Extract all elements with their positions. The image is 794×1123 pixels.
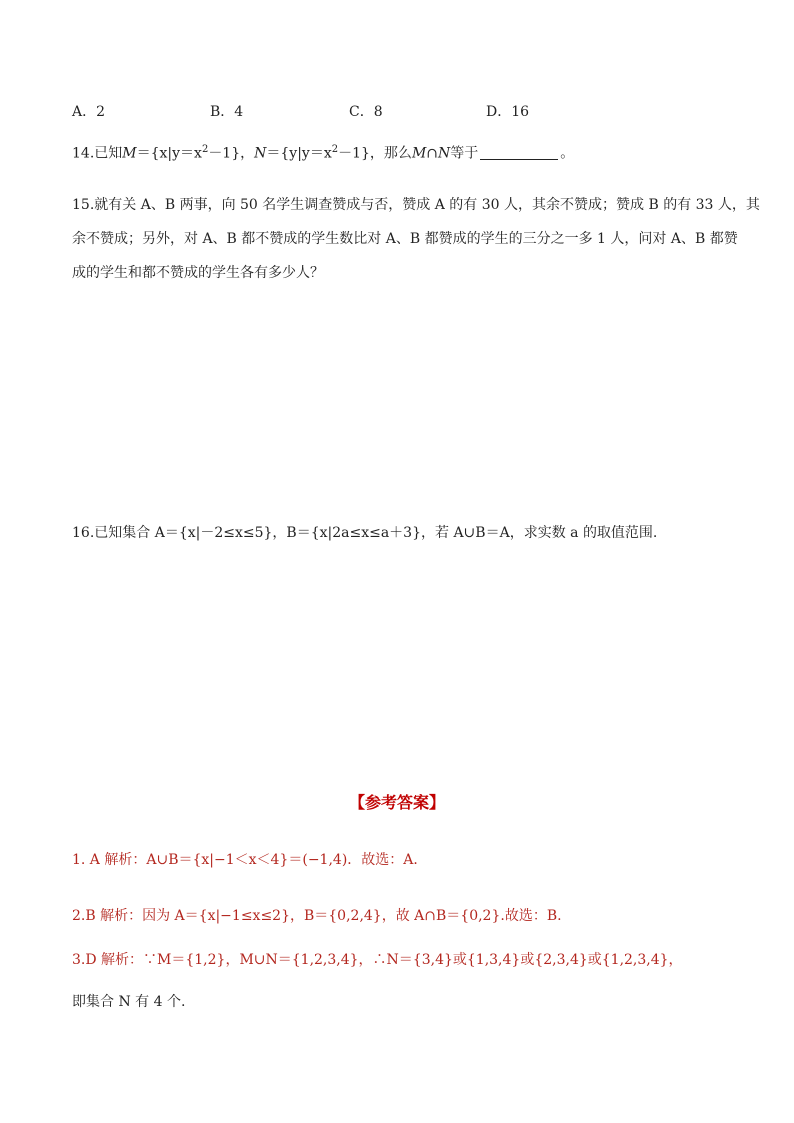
q14-num: 14. bbox=[72, 145, 95, 162]
q14-tail1: －1}， bbox=[208, 145, 255, 162]
answer-2: 2.B 解析：因为 A＝{x|−1≤x≤2}，B＝{0,2,4}，故 A∩B＝{0,2}.故选：B. bbox=[72, 908, 562, 924]
q14-set-m: M bbox=[122, 145, 137, 162]
answer-1: 1. A 解析：A∪B＝{x|−1＜x＜4}＝(−1,4)．故选：A． bbox=[72, 852, 428, 868]
q14-intersection: M∩N bbox=[411, 145, 451, 162]
answer-blank bbox=[480, 145, 558, 160]
question-14 bbox=[72, 140, 574, 164]
question-15-line-2: 余不赞成；另外，对 A、B 都不赞成的学生数比对 A、B 都赞成的学生的三分之一多 1 人，问对 A、B 都赞 bbox=[72, 231, 738, 247]
q14-end: 。 bbox=[560, 145, 575, 162]
q14-text2: 等于 bbox=[450, 145, 479, 162]
q14-eq1: ＝{x|y＝x bbox=[136, 145, 202, 162]
option-b: B．4 bbox=[210, 104, 244, 120]
q14-sup2: 2 bbox=[331, 144, 339, 155]
option-a: A．2 bbox=[72, 104, 106, 120]
question-15-line-3: 成的学生和都不赞成的学生各有多少人？ bbox=[72, 265, 324, 281]
answer-key-title: 【参考答案】 bbox=[348, 793, 445, 812]
q14-sup1: 2 bbox=[201, 144, 209, 155]
option-d: D．16 bbox=[486, 104, 530, 120]
question-15-line-1: 15.就有关 A、B 两事，向 50 名学生调查赞成与否，赞成 A 的有 30 人，其余不赞成；赞成 B 的有 33 人，其 bbox=[72, 197, 760, 213]
q14-eq2: ＝{y|y＝x bbox=[266, 145, 332, 162]
answer-3: 3.D 解析：∵M＝{1,2}，M∪N＝{1,2,3,4}，∴N＝{3,4}或{1,3,4}或{2,3,4}或{1,2,3,4}， bbox=[72, 952, 683, 968]
answer-3-continued: 即集合 N 有 4 个. bbox=[72, 994, 186, 1010]
q14-text1: 已知 bbox=[94, 145, 123, 162]
question-16: 16.已知集合 A＝{x|－2≤x≤5}，B＝{x|2a≤x≤a＋3}，若 A∪B＝A，求实数 a 的取值范围. bbox=[72, 525, 658, 541]
q14-tail2: －1}，那么 bbox=[338, 145, 412, 162]
q14-set-n: N bbox=[254, 145, 267, 162]
option-c: C．8 bbox=[349, 104, 383, 120]
